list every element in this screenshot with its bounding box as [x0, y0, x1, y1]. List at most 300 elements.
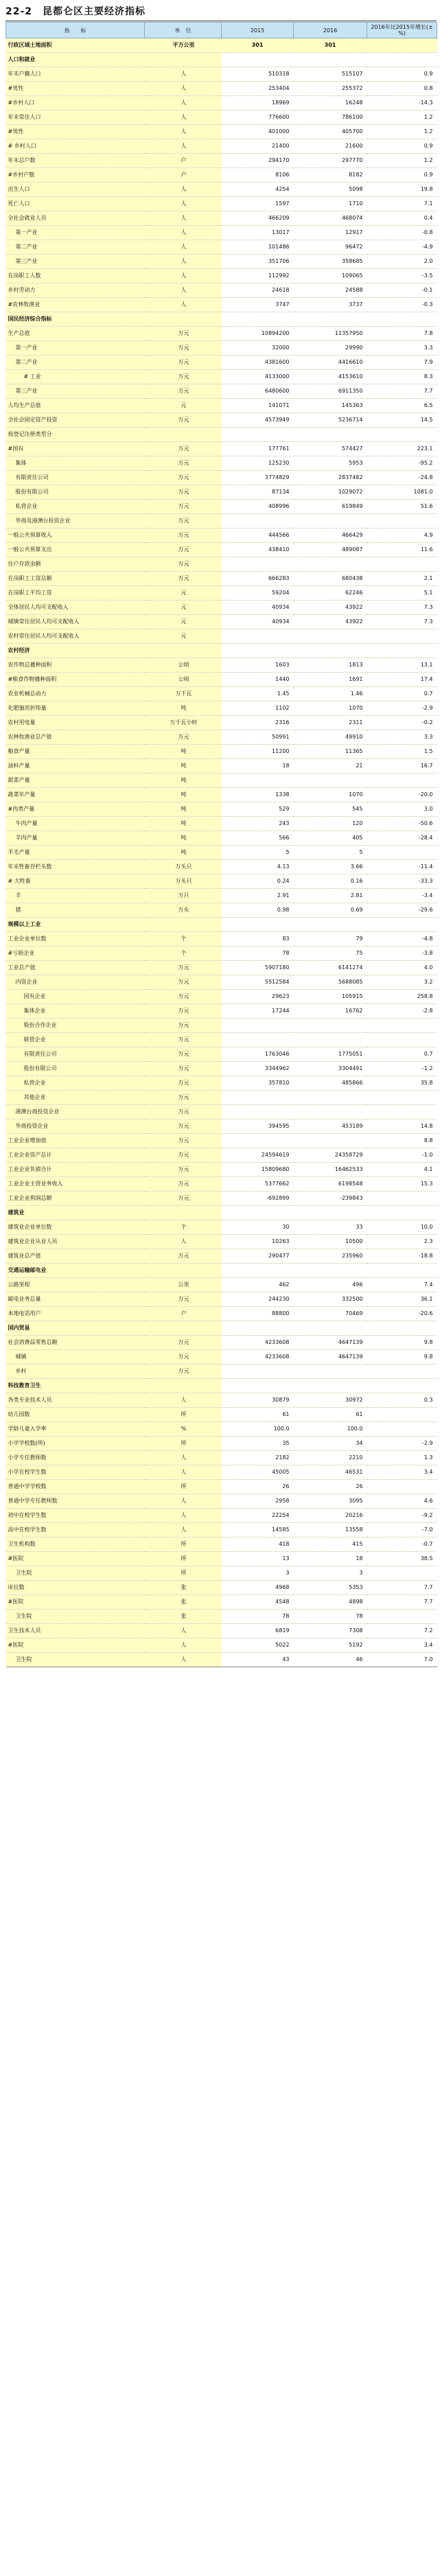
- growth-cell: -3.8: [367, 947, 437, 961]
- indicator-cell: 卫生技术人员: [6, 1624, 145, 1638]
- unit-cell: 元: [145, 399, 222, 413]
- value-2016-cell: [294, 918, 367, 932]
- table-row: [6, 1235, 437, 1249]
- unit-cell: 人: [145, 111, 222, 125]
- value-2016-cell: [294, 1134, 367, 1148]
- value-2015-cell: 13017: [222, 226, 294, 240]
- value-2015-cell: 87134: [222, 485, 294, 500]
- indicator-cell: 卫生院: [6, 1566, 145, 1581]
- unit-cell: 人: [145, 1638, 222, 1653]
- table-row: [6, 1552, 437, 1566]
- indicator-cell: 建筑业总产值: [6, 1249, 145, 1264]
- unit-cell: 万元: [145, 1350, 222, 1365]
- value-2016-cell: 4153610: [294, 370, 367, 384]
- table-row: [6, 846, 437, 860]
- value-2015-cell: [222, 312, 294, 327]
- table-row: [6, 716, 437, 730]
- indicator-cell: 私营企业: [6, 1076, 145, 1091]
- growth-cell: 15.3: [367, 1177, 437, 1192]
- value-2016-cell: 2.81: [294, 889, 367, 903]
- unit-cell: 户: [145, 154, 222, 168]
- value-2015-cell: -692899: [222, 1192, 294, 1206]
- growth-cell: 0.9: [367, 67, 437, 82]
- indicator-cell: 一般公共预算支出: [6, 543, 145, 557]
- value-2015-cell: 5377662: [222, 1177, 294, 1192]
- indicator-cell: 按登记注册类型分: [6, 428, 145, 442]
- value-2016-cell: 1070: [294, 701, 367, 716]
- table-row: [6, 514, 437, 529]
- header-2015: 2015: [222, 23, 294, 38]
- value-2016-cell: 3.66: [294, 860, 367, 874]
- table-row: [6, 586, 437, 601]
- value-2015-cell: 30: [222, 1220, 294, 1235]
- growth-cell: 13.1: [367, 658, 437, 673]
- table-row: [6, 1336, 437, 1350]
- value-2016-cell: [294, 1365, 367, 1379]
- unit-cell: 万元: [145, 471, 222, 485]
- unit-cell: 万元: [145, 1134, 222, 1148]
- value-2015-cell: [222, 1264, 294, 1278]
- unit-cell: 人: [145, 183, 222, 197]
- growth-cell: 3.4: [367, 1638, 437, 1653]
- growth-cell: 14.8: [367, 1119, 437, 1134]
- indicator-cell: #亏损企业: [6, 947, 145, 961]
- value-2015-cell: 4381600: [222, 356, 294, 370]
- growth-cell: [367, 644, 437, 658]
- unit-cell: 万元: [145, 1148, 222, 1163]
- table-row: [6, 1437, 437, 1451]
- growth-cell: [367, 1408, 437, 1422]
- growth-cell: 38.5: [367, 1552, 437, 1566]
- growth-cell: -24.8: [367, 471, 437, 485]
- indicator-cell: 股份有限公司: [6, 485, 145, 500]
- table-row: [6, 601, 437, 615]
- table-row: [6, 413, 437, 428]
- indicator-cell: 死亡人口: [6, 197, 145, 211]
- value-2015-cell: 45005: [222, 1465, 294, 1480]
- value-2015-cell: 4233608: [222, 1336, 294, 1350]
- table-row: [6, 1119, 437, 1134]
- table-row: [6, 1393, 437, 1408]
- growth-cell: 7.7: [367, 1581, 437, 1595]
- unit-cell: [145, 918, 222, 932]
- growth-cell: 0.8: [367, 82, 437, 96]
- unit-cell: 万元: [145, 1163, 222, 1177]
- value-2016-cell: 358685: [294, 255, 367, 269]
- indicator-cell: 第一产业: [6, 226, 145, 240]
- unit-cell: [145, 1321, 222, 1336]
- growth-cell: 2.1: [367, 572, 437, 586]
- unit-cell: 人: [145, 1235, 222, 1249]
- unit-cell: 万元: [145, 529, 222, 543]
- indicator-cell: #男性: [6, 82, 145, 96]
- value-2016-cell: 4647139: [294, 1350, 367, 1365]
- unit-cell: 万元: [145, 1249, 222, 1264]
- table-row: [6, 384, 437, 399]
- value-2015-cell: 243: [222, 817, 294, 831]
- table-row: [6, 1091, 437, 1105]
- table-row: [6, 1148, 437, 1163]
- table-row: [6, 82, 437, 96]
- unit-cell: [145, 312, 222, 327]
- value-2016-cell: 5353: [294, 1581, 367, 1595]
- value-2015-cell: 24594619: [222, 1148, 294, 1163]
- table-row: [6, 730, 437, 745]
- growth-cell: -95.2: [367, 456, 437, 471]
- unit-cell: 万元: [145, 341, 222, 356]
- unit-cell: 元: [145, 601, 222, 615]
- indicator-cell: #医院: [6, 1552, 145, 1566]
- indicator-cell: #医院: [6, 1638, 145, 1653]
- value-2016-cell: [294, 629, 367, 644]
- growth-cell: [367, 312, 437, 327]
- value-2015-cell: 17244: [222, 1004, 294, 1019]
- value-2016-cell: 0.69: [294, 903, 367, 918]
- indicator-cell: 农村常住居民人均可支配收入: [6, 629, 145, 644]
- value-2015-cell: 351706: [222, 255, 294, 269]
- value-2015-cell: 59204: [222, 586, 294, 601]
- value-2015-cell: 0.98: [222, 903, 294, 918]
- growth-cell: 7.3: [367, 601, 437, 615]
- value-2015-cell: 294170: [222, 154, 294, 168]
- value-2016-cell: 2837482: [294, 471, 367, 485]
- growth-cell: 3.3: [367, 730, 437, 745]
- table-row: [6, 947, 437, 961]
- value-2015-cell: 666283: [222, 572, 294, 586]
- unit-cell: 万元: [145, 356, 222, 370]
- value-2015-cell: 408996: [222, 500, 294, 514]
- indicator-cell: 床位数: [6, 1581, 145, 1595]
- table-row: [6, 1019, 437, 1033]
- value-2015-cell: 15809680: [222, 1163, 294, 1177]
- unit-cell: 人: [145, 1509, 222, 1523]
- table-row: [6, 1624, 437, 1638]
- growth-cell: 0.3: [367, 1393, 437, 1408]
- growth-cell: 2.0: [367, 255, 437, 269]
- unit-cell: 吨: [145, 759, 222, 774]
- unit-cell: 吨: [145, 831, 222, 846]
- page-title: 22-2 昆都仑区主要经济指标: [5, 6, 146, 17]
- indicator-cell: 建筑业企业单位数: [6, 1220, 145, 1235]
- unit-cell: 万元: [145, 1004, 222, 1019]
- value-2015-cell: 244230: [222, 1292, 294, 1307]
- value-2015-cell: [222, 1365, 294, 1379]
- unit-cell: 万元: [145, 1105, 222, 1119]
- value-2015-cell: 78: [222, 947, 294, 961]
- indicator-cell: 蔬菜年产量: [6, 788, 145, 802]
- growth-cell: [367, 1379, 437, 1393]
- table-row: [6, 356, 437, 370]
- section-header-row: [6, 312, 437, 327]
- indicator-cell: 全社会固定资产投资: [6, 413, 145, 428]
- value-2016-cell: [294, 1264, 367, 1278]
- value-2016-cell: [294, 774, 367, 788]
- table-row: [6, 139, 437, 154]
- table-row: [6, 673, 437, 687]
- table-row: [6, 1581, 437, 1595]
- indicator-cell: 联营企业: [6, 1033, 145, 1047]
- indicator-cell: 农村经济: [6, 644, 145, 658]
- value-2016-cell: 5688085: [294, 975, 367, 990]
- value-2016-cell: 545: [294, 802, 367, 817]
- table-row: [6, 687, 437, 701]
- value-2015-cell: [222, 1033, 294, 1047]
- value-2015-cell: 4548: [222, 1595, 294, 1610]
- indicator-cell: 卫生机构数: [6, 1538, 145, 1552]
- unit-cell: 万元: [145, 1033, 222, 1047]
- value-2015-cell: 32000: [222, 341, 294, 356]
- unit-cell: 万元: [145, 1119, 222, 1134]
- indicator-cell: 年末户籍人口: [6, 67, 145, 82]
- unit-cell: 万元: [145, 1091, 222, 1105]
- growth-cell: [367, 514, 437, 529]
- table-row: [6, 471, 437, 485]
- table-row: [6, 125, 437, 139]
- unit-cell: 万元: [145, 1177, 222, 1192]
- value-2016-cell: 297770: [294, 154, 367, 168]
- growth-cell: 7.7: [367, 384, 437, 399]
- value-2016-cell: 468074: [294, 211, 367, 226]
- unit-cell: 人: [145, 96, 222, 111]
- table-row: [6, 1523, 437, 1538]
- table-row: [6, 759, 437, 774]
- value-2015-cell: 18969: [222, 96, 294, 111]
- indicator-cell: 科技教育卫生: [6, 1379, 145, 1393]
- indicator-cell: 工业企业单位数: [6, 932, 145, 947]
- header-2016: 2016: [294, 23, 367, 38]
- growth-cell: [367, 774, 437, 788]
- value-2015-cell: 776600: [222, 111, 294, 125]
- indicator-cell: 出生人口: [6, 183, 145, 197]
- table-row: [6, 428, 437, 442]
- growth-cell: 51.6: [367, 500, 437, 514]
- indicator-cell: # 大牲畜: [6, 874, 145, 889]
- value-2016-cell: [294, 1379, 367, 1393]
- growth-cell: -3.4: [367, 889, 437, 903]
- value-2015-cell: [222, 1019, 294, 1033]
- unit-cell: [145, 644, 222, 658]
- table-row: [6, 183, 437, 197]
- value-2015-cell: [222, 53, 294, 67]
- growth-cell: -2.9: [367, 701, 437, 716]
- indicator-cell: 股份合作企业: [6, 1019, 145, 1033]
- table-row: [6, 615, 437, 629]
- growth-cell: 11.6: [367, 543, 437, 557]
- value-2015-cell: 3774829: [222, 471, 294, 485]
- growth-cell: 10.0: [367, 1220, 437, 1235]
- value-2016-cell: [294, 53, 367, 67]
- table-row: [6, 1292, 437, 1307]
- value-2015-cell: 357810: [222, 1076, 294, 1091]
- value-2015-cell: 4254: [222, 183, 294, 197]
- indicator-cell: 本地电话用户: [6, 1307, 145, 1321]
- value-2016-cell: 11357950: [294, 327, 367, 341]
- value-2015-cell: 0.24: [222, 874, 294, 889]
- table-row: [6, 1422, 437, 1437]
- table-row: [6, 1278, 437, 1292]
- value-2016-cell: 619849: [294, 500, 367, 514]
- growth-cell: 1.5: [367, 745, 437, 759]
- unit-cell: 吨: [145, 788, 222, 802]
- value-2015-cell: 112992: [222, 269, 294, 283]
- growth-cell: 223.1: [367, 442, 437, 456]
- indicator-cell: 甜菜产量: [6, 774, 145, 788]
- section-header-row: [6, 644, 437, 658]
- indicator-cell: 乡村劳动力: [6, 283, 145, 298]
- header-indicator: 指 标: [6, 23, 145, 38]
- table-row: [6, 1350, 437, 1365]
- value-2015-cell: 125230: [222, 456, 294, 471]
- value-2015-cell: 5022: [222, 1638, 294, 1653]
- table-row: [6, 283, 437, 298]
- value-2015-cell: 4233608: [222, 1350, 294, 1365]
- unit-cell: 所: [145, 1480, 222, 1494]
- value-2016-cell: 34: [294, 1437, 367, 1451]
- growth-cell: 9.8: [367, 1350, 437, 1365]
- value-2016-cell: 485866: [294, 1076, 367, 1091]
- table-row: [6, 1047, 437, 1062]
- table-row: [6, 889, 437, 903]
- section-header-row: [6, 1264, 437, 1278]
- value-2015-cell: 2182: [222, 1451, 294, 1465]
- growth-cell: 35.8: [367, 1076, 437, 1091]
- indicator-cell: 卫生院: [6, 1610, 145, 1624]
- table-row: [6, 1451, 437, 1465]
- value-2015-cell: 466209: [222, 211, 294, 226]
- value-2016-cell: 29990: [294, 341, 367, 356]
- value-2016-cell: 515107: [294, 67, 367, 82]
- value-2015-cell: 253404: [222, 82, 294, 96]
- unit-cell: 万千瓦: [145, 687, 222, 701]
- indicator-cell: 外商投资企业: [6, 1119, 145, 1134]
- table-header-row: [6, 23, 437, 38]
- indicator-cell: 油料产量: [6, 759, 145, 774]
- unit-cell: 万元: [145, 514, 222, 529]
- indicator-cell: 私营企业: [6, 500, 145, 514]
- indicator-cell: 住户存款余额: [6, 557, 145, 572]
- value-2016-cell: 2210: [294, 1451, 367, 1465]
- unit-cell: 张: [145, 1581, 222, 1595]
- unit-cell: 万元: [145, 990, 222, 1004]
- indicator-cell: 在岗职工工资总额: [6, 572, 145, 586]
- value-2016-cell: 0.16: [294, 874, 367, 889]
- value-2015-cell: 22254: [222, 1509, 294, 1523]
- growth-cell: 0.4: [367, 211, 437, 226]
- value-2015-cell: 290477: [222, 1249, 294, 1264]
- table-row: [6, 774, 437, 788]
- indicator-cell: 幼儿园数: [6, 1408, 145, 1422]
- value-2016-cell: 96472: [294, 240, 367, 255]
- value-2015-cell: 10263: [222, 1235, 294, 1249]
- value-2016-cell: 1070: [294, 788, 367, 802]
- growth-cell: 1.2: [367, 154, 437, 168]
- indicator-cell: 年末牲畜存栏头数: [6, 860, 145, 874]
- value-2016-cell: 79: [294, 932, 367, 947]
- value-2016-cell: 5192: [294, 1638, 367, 1653]
- indicator-cell: #乡村户数: [6, 168, 145, 183]
- unit-cell: 万只: [145, 889, 222, 903]
- indicator-cell: 全体居民人均可支配收入: [6, 601, 145, 615]
- table-row: [6, 903, 437, 918]
- value-2015-cell: 43: [222, 1653, 294, 1667]
- unit-cell: 元: [145, 586, 222, 601]
- unit-cell: 个: [145, 932, 222, 947]
- growth-cell: [367, 1019, 437, 1033]
- value-2015-cell: [222, 774, 294, 788]
- growth-cell: 7.8: [367, 327, 437, 341]
- value-2016-cell: 10500: [294, 1235, 367, 1249]
- growth-cell: 7.2: [367, 1624, 437, 1638]
- table-row: [6, 327, 437, 341]
- growth-cell: [367, 53, 437, 67]
- table-row: [6, 1638, 437, 1653]
- table-row: [6, 67, 437, 82]
- table-row: [6, 96, 437, 111]
- value-2015-cell: 1102: [222, 701, 294, 716]
- value-2015-cell: 2.91: [222, 889, 294, 903]
- indicator-cell: 国民经济综合指标: [6, 312, 145, 327]
- value-2016-cell: -239843: [294, 1192, 367, 1206]
- growth-cell: [367, 1365, 437, 1379]
- unit-cell: 张: [145, 1610, 222, 1624]
- unit-cell: 吨: [145, 846, 222, 860]
- growth-cell: -18.8: [367, 1249, 437, 1264]
- indicator-cell: 工业企业增加值: [6, 1134, 145, 1148]
- value-2015-cell: 50991: [222, 730, 294, 745]
- table-row: [6, 211, 437, 226]
- value-2015-cell: 3747: [222, 298, 294, 312]
- table-row: [6, 1076, 437, 1091]
- growth-cell: [367, 1422, 437, 1437]
- value-2016-cell: 5953: [294, 456, 367, 471]
- table-row: [6, 701, 437, 716]
- value-2016-cell: [294, 312, 367, 327]
- value-2015-cell: 462: [222, 1278, 294, 1292]
- growth-cell: 14.5: [367, 413, 437, 428]
- indicator-cell: 小学在校学生数: [6, 1465, 145, 1480]
- growth-cell: [367, 1264, 437, 1278]
- indicator-cell: 牛肉产量: [6, 817, 145, 831]
- growth-cell: -29.6: [367, 903, 437, 918]
- value-2016-cell: 11365: [294, 745, 367, 759]
- value-2015-cell: [222, 1379, 294, 1393]
- value-2016-cell: 21: [294, 759, 367, 774]
- growth-cell: 3.4: [367, 1465, 437, 1480]
- value-2015-cell: 5907180: [222, 961, 294, 975]
- value-2016-cell: 4647139: [294, 1336, 367, 1350]
- unit-cell: [145, 1206, 222, 1220]
- value-2015-cell: 14585: [222, 1523, 294, 1538]
- indicator-cell: 第三产业: [6, 255, 145, 269]
- growth-cell: -14.3: [367, 96, 437, 111]
- value-2016-cell: 6141274: [294, 961, 367, 975]
- indicator-table-container: [5, 22, 437, 1667]
- value-2016-cell: 20216: [294, 1509, 367, 1523]
- value-2015-cell: [222, 1134, 294, 1148]
- value-2016-cell: 16248: [294, 96, 367, 111]
- indicator-cell: 建筑业企业从业人员: [6, 1235, 145, 1249]
- unit-cell: 人: [145, 1451, 222, 1465]
- indicator-cell: 国内贸易: [6, 1321, 145, 1336]
- value-2015-cell: 61: [222, 1408, 294, 1422]
- table-row: [6, 269, 437, 283]
- value-2016-cell: 43922: [294, 601, 367, 615]
- value-2015-cell: 1597: [222, 197, 294, 211]
- growth-cell: [367, 38, 437, 53]
- value-2015-cell: 301: [222, 38, 294, 53]
- table-row: [6, 442, 437, 456]
- indicator-cell: 羊毛产量: [6, 846, 145, 860]
